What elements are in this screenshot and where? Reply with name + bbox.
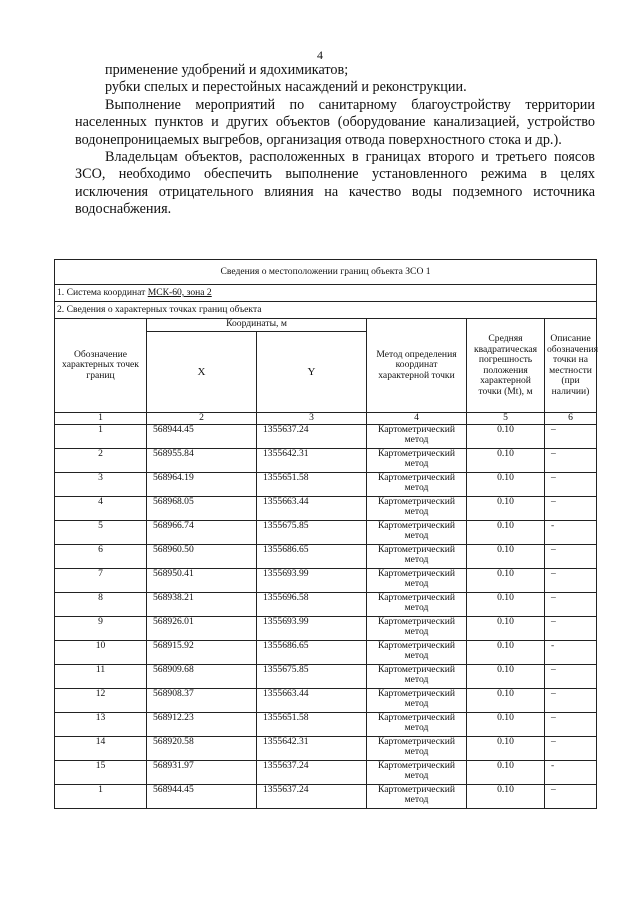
description-cell: – <box>545 616 597 640</box>
header-accuracy: Средняя квадратическая погрешность положения характерной точки (Mt), м <box>467 319 545 413</box>
point-number-cell: 4 <box>55 496 147 520</box>
column-number: 4 <box>367 413 467 425</box>
y-coordinate-cell: 1355675.85 <box>257 664 367 688</box>
point-number-cell: 9 <box>55 616 147 640</box>
header-coords: Координаты, м <box>147 319 367 332</box>
y-coordinate-cell: 1355693.99 <box>257 568 367 592</box>
table-row <box>55 688 597 712</box>
accuracy-cell: 0.10 <box>467 712 545 736</box>
table-row <box>55 496 597 520</box>
description-cell: – <box>545 784 597 808</box>
table-row <box>55 712 597 736</box>
accuracy-cell: 0.10 <box>467 784 545 808</box>
method-cell: Картометрический метод <box>367 568 467 592</box>
method-cell: Картометрический метод <box>367 736 467 760</box>
paragraph-4: Владельцам объектов, расположенных в границах второго и третьего поясов ЗСО, необходимо обеспечить выполнение установленного режима в целях исключения отрицательного влияния на качество воды подземного источника водоснабжения. <box>75 149 595 218</box>
x-coordinate-cell: 568944.45 <box>147 424 257 448</box>
description-cell: – <box>545 496 597 520</box>
column-number: 6 <box>545 413 597 425</box>
y-coordinate-cell: 1355686.65 <box>257 544 367 568</box>
header-row-1 <box>55 319 597 332</box>
coordinate-system-value: МСК-60, зона 2 <box>147 286 212 298</box>
description-cell: – <box>545 472 597 496</box>
header-method: Метод определения координат характерной точки <box>367 319 467 413</box>
method-cell: Картометрический метод <box>367 448 467 472</box>
x-coordinate-cell: 568964.19 <box>147 472 257 496</box>
x-coordinate-cell: 568912.23 <box>147 712 257 736</box>
column-number: 5 <box>467 413 545 425</box>
method-cell: Картометрический метод <box>367 640 467 664</box>
table-row <box>55 544 597 568</box>
description-cell: – <box>545 688 597 712</box>
description-cell: – <box>545 592 597 616</box>
y-coordinate-cell: 1355637.24 <box>257 760 367 784</box>
accuracy-cell: 0.10 <box>467 760 545 784</box>
x-coordinate-cell: 568915.92 <box>147 640 257 664</box>
accuracy-cell: 0.10 <box>467 688 545 712</box>
method-cell: Картометрический метод <box>367 784 467 808</box>
method-cell: Картометрический метод <box>367 544 467 568</box>
method-cell: Картометрический метод <box>367 688 467 712</box>
table-row <box>55 664 597 688</box>
point-number-cell: 2 <box>55 448 147 472</box>
x-coordinate-cell: 568968.05 <box>147 496 257 520</box>
table-row <box>55 472 597 496</box>
accuracy-cell: 0.10 <box>467 736 545 760</box>
accuracy-cell: 0.10 <box>467 496 545 520</box>
method-cell: Картометрический метод <box>367 712 467 736</box>
coordinate-system-row <box>55 285 597 302</box>
column-number: 1 <box>55 413 147 425</box>
points-caption: 2. Сведения о характерных точках границ объекта <box>55 302 597 319</box>
column-number: 3 <box>257 413 367 425</box>
table-row <box>55 736 597 760</box>
paragraph-1: применение удобрений и ядохимикатов; <box>105 62 349 78</box>
accuracy-cell: 0.10 <box>467 472 545 496</box>
table-row <box>55 760 597 784</box>
x-coordinate-cell: 568926.01 <box>147 616 257 640</box>
accuracy-cell: 0.10 <box>467 544 545 568</box>
x-coordinate-cell: 568955.84 <box>147 448 257 472</box>
point-number-cell: 1 <box>55 784 147 808</box>
description-cell: - <box>545 520 597 544</box>
header-description: Описание обозначения точки на местности (при наличии) <box>545 319 597 413</box>
description-cell: – <box>545 424 597 448</box>
method-cell: Картометрический метод <box>367 520 467 544</box>
accuracy-cell: 0.10 <box>467 568 545 592</box>
y-coordinate-cell: 1355651.58 <box>257 472 367 496</box>
paragraph-3: Выполнение мероприятий по санитарному благоустройству территории населенных пунктов и других объектов (оборудование канализацией, устройство водонепроницаемых выгребов, организация отвода поверхностного стока и др.). <box>75 96 595 148</box>
x-coordinate-cell: 568966.74 <box>147 520 257 544</box>
paragraph-2: рубки спелых и перестойных насаждений и реконструкции. <box>105 79 467 96</box>
header-point: Обозначение характерных точек границ <box>55 319 147 413</box>
point-number-cell: 5 <box>55 520 147 544</box>
description-cell: – <box>545 448 597 472</box>
point-number-cell: 1 <box>55 424 147 448</box>
y-coordinate-cell: 1355663.44 <box>257 688 367 712</box>
method-cell: Картометрический метод <box>367 616 467 640</box>
accuracy-cell: 0.10 <box>467 616 545 640</box>
point-number-cell: 12 <box>55 688 147 712</box>
description-cell: - <box>545 640 597 664</box>
method-cell: Картометрический метод <box>367 592 467 616</box>
y-coordinate-cell: 1355637.24 <box>257 784 367 808</box>
table-title: Сведения о местоположении границ объекта ЗСО 1 <box>55 260 597 285</box>
accuracy-cell: 0.10 <box>467 448 545 472</box>
column-number: 2 <box>147 413 257 425</box>
y-coordinate-cell: 1355693.99 <box>257 616 367 640</box>
coordinate-system <box>55 285 597 302</box>
point-number-cell: 11 <box>55 664 147 688</box>
x-coordinate-cell: 568909.68 <box>147 664 257 688</box>
table-row <box>55 640 597 664</box>
method-cell: Картометрический метод <box>367 424 467 448</box>
points-caption-row <box>55 302 597 319</box>
point-number-cell: 6 <box>55 544 147 568</box>
column-numbers-row <box>55 413 597 425</box>
x-coordinate-cell: 568938.21 <box>147 592 257 616</box>
method-cell: Картометрический метод <box>367 760 467 784</box>
y-coordinate-cell: 1355637.24 <box>257 424 367 448</box>
accuracy-cell: 0.10 <box>467 520 545 544</box>
point-number-cell: 8 <box>55 592 147 616</box>
y-coordinate-cell: 1355686.65 <box>257 640 367 664</box>
point-number-cell: 10 <box>55 640 147 664</box>
x-coordinate-cell: 568960.50 <box>147 544 257 568</box>
description-cell: – <box>545 736 597 760</box>
accuracy-cell: 0.10 <box>467 592 545 616</box>
x-coordinate-cell: 568950.41 <box>147 568 257 592</box>
x-coordinate-cell: 568908.37 <box>147 688 257 712</box>
table-row <box>55 592 597 616</box>
x-coordinate-cell: 568920.58 <box>147 736 257 760</box>
coordinate-system-prefix: 1. Система координат <box>57 286 148 298</box>
point-number-cell: 14 <box>55 736 147 760</box>
table-row <box>55 568 597 592</box>
header-y: Y <box>257 332 367 413</box>
y-coordinate-cell: 1355651.58 <box>257 712 367 736</box>
description-cell: – <box>545 712 597 736</box>
coordinates-table <box>54 259 597 809</box>
table-row <box>55 424 597 448</box>
description-cell: – <box>545 568 597 592</box>
accuracy-cell: 0.10 <box>467 424 545 448</box>
body-text <box>75 62 595 219</box>
x-coordinate-cell: 568944.45 <box>147 784 257 808</box>
method-cell: Картометрический метод <box>367 472 467 496</box>
header-x: X <box>147 332 257 413</box>
table-row <box>55 448 597 472</box>
description-cell: - <box>545 760 597 784</box>
page-number: 4 <box>317 48 323 62</box>
accuracy-cell: 0.10 <box>467 640 545 664</box>
y-coordinate-cell: 1355642.31 <box>257 736 367 760</box>
table-row <box>55 784 597 808</box>
x-coordinate-cell: 568931.97 <box>147 760 257 784</box>
method-cell: Картометрический метод <box>367 496 467 520</box>
point-number-cell: 13 <box>55 712 147 736</box>
y-coordinate-cell: 1355675.85 <box>257 520 367 544</box>
point-number-cell: 7 <box>55 568 147 592</box>
table-row <box>55 520 597 544</box>
y-coordinate-cell: 1355663.44 <box>257 496 367 520</box>
table-title-row <box>55 260 597 285</box>
table-row <box>55 616 597 640</box>
description-cell: – <box>545 544 597 568</box>
point-number-cell: 3 <box>55 472 147 496</box>
y-coordinate-cell: 1355696.58 <box>257 592 367 616</box>
accuracy-cell: 0.10 <box>467 664 545 688</box>
point-number-cell: 15 <box>55 760 147 784</box>
method-cell: Картометрический метод <box>367 664 467 688</box>
description-cell: – <box>545 664 597 688</box>
y-coordinate-cell: 1355642.31 <box>257 448 367 472</box>
